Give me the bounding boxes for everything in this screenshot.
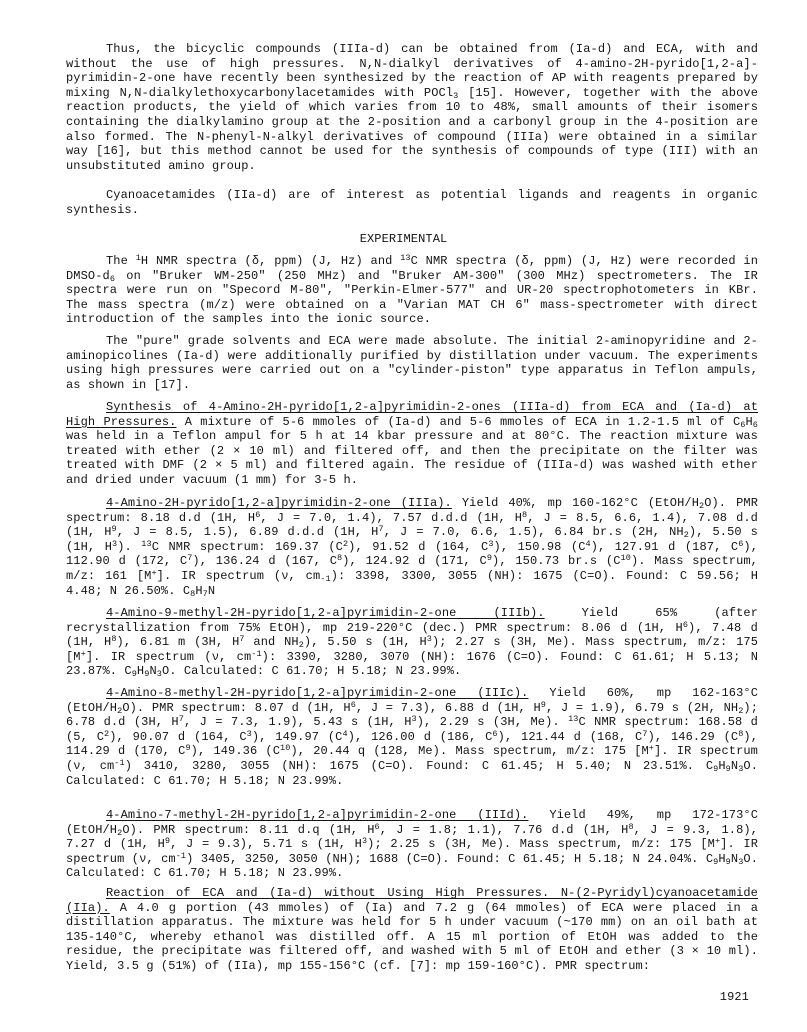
paragraph-compound-IIIa: 4-Amino-2H-pyrido[1,2-a]pyrimidin-2-one (IIIa). Yield 40%, mp 160-162°C $(EtOH/H_2O)$. PMR spectrum: 8.18 d.d (1H, $H^6$, J = 7.0, 1.4), 7.57 d.d.d (1H, $H^8$, J = 8.5, 6.6, 1.4), 7.08 d.d (1H, $H^9$, J = 8.5, 1.5), 6.89 d.d.d (1H, $H^7$, J = 7.0, 6.6, 1.5), 6.84 br.s (2H, $NH_2$), 5.50 s (1H, $H^3$). $^{13}$C NMR spectrum: 169.37 $(C^2)$, 91.52 d (164, $C^3$), 150.98 $(C^4)$, 127.91 d (187, $C^6$), 112.90 d (172, $C^7$), 136.24 d (167, $C^8$), 124.92 d (171, $C^9$), 150.73 br.s $(C^{10})$. Mass spectrum, m/z: 161 [M+]. IR spectrum (ν, $cm_{-1}$): 3398, 3300, 3055 (NH): 1675 (C=O). Found: C 59.56; H 4.48; N 26.50%. $C_8H_7N$ <box>66 496 759 599</box>
subheading-compound-IIIa: 4-Amino-2H-pyrido[1,2-a]pyrimidin-2-one (IIIa). <box>106 496 452 510</box>
paragraph-compound-IIIb: 4-Amino-9-methyl-2H-pyrido[1,2-a]pyrimidin-2-one (IIIb). Yield 65% (after recrystallization from 75% EtOH), mp 219-220°C (dec.) PMR spectrum: 8.06 d (1H, $H^6$), 7.48 d (1H, $H^8$), 6.81 m (3H, $H^7$ and $NH_2$), 5.50 s (1H, $H^3$); 2.27 s (3H, Me). Mass spectrum, m/z: 175 [M+]. IR spectrum (ν, $cm^{-1}$): 3390, 3280, 3070 (NH): 1676 (C=O). Found: C 61.61; H 5.13; N 23.87%. $C_9H_9N_3O$. Calculated: C 61.70; H 5.18; N 23.99%. <box>66 606 759 680</box>
paragraph-cyanoacetamides: Cyanoacetamides (IIa-d) are of interest as potential ligands and reagents in organic synthesis. <box>66 188 758 217</box>
paragraph-synthesis-high-pressure: Synthesis of 4-Amino-2H-pyrido[1,2-a]pyrimidin-2-ones (IIIa-d) from ECA and (Ia-d) at High Pressures. A mixture of 5-6 mmoles of (Ia-d) and 5-6 mmoles of ECA in 1.2-1.5 ml of $C_6H_6$ was held in a Teflon ampul for 5 h at 14 kbar pressure and at 80°C. The reaction mixture was treated with ether (2 × 10 ml) and filtered off, and then the precipitate on the filter was treated with DMF (2 × 5 ml) and filtered again. The residue of (IIIa-d) was washed with ether and dried under vacuum (1 mm) for 3-5 h. <box>66 400 758 487</box>
paragraph-solvents: The "pure" grade solvents and ECA were made absolute. The initial 2-aminopyridine and 2-aminopicolines (Ia-d) were additionally purified by distillation under vacuum. The experiments using high pressures were carried out on a "cylinder-piston" type apparatus in Teflon ampuls, as shown in [17]. <box>66 334 758 392</box>
paragraph-bicyclic-compounds: Thus, the bicyclic compounds (IIIa-d) can be obtained from (Ia-d) and ECA, with and without the use of high pressures. N,N-dialkyl derivatives of 4-amino-2H-pyrido[1,2-a]-pyrimidin-2-one have recently been synthesized by the reaction of AP with reagents prepared by mixing N,N-dialkylethoxycarbonylacetamides with POCl$_3$ [15]. However, together with the above reaction products, the yield of which varies from 10 to 48%, small amounts of their isomers containing the dialkylamino group at the 2-position and a carbonyl group in the 4-position are also formed. The N-phenyl-N-alkyl derivatives of compound (IIIa) were obtained in a similar way [16], but this method cannot be used for the synthesis of compounds of type (III) with an unsubstituted amino group. <box>66 42 758 173</box>
subheading-reaction-without-high-pressure: Reaction of ECA and (Ia-d) without Using High Pressures. N-(2-Pyridyl)cyanoacetamide (IIa). <box>66 886 758 915</box>
section-heading-experimental: EXPERIMENTAL <box>359 232 448 246</box>
subheading-synthesis-high-pressure: Synthesis of 4-Amino-2H-pyrido[1,2-a]pyrimidin-2-ones (IIIa-d) from ECA and (Ia-d) at High Pressures. <box>66 400 758 429</box>
page-number: 1921 <box>719 990 749 1004</box>
subheading-compound-IIIc: 4-Amino-8-methyl-2H-pyrido[1,2-a]pyrimidin-2-one (IIIc). <box>106 686 529 700</box>
paragraph-compound-IIIc: 4-Amino-8-methyl-2H-pyrido[1,2-a]pyrimidin-2-one (IIIc). Yield 60%, mp 162-163°C $(EtOH/H_2O)$. PMR spectrum: 8.07 d (1H, $H^6$, J = 7.3), 6.88 d (1H, $H^9$, J = 1.9), 6.79 s (2H, $NH_2$); 6.78 d.d (3H, $H^7$, J = 7.3, 1.9), 5.43 s (1H, $H^3$), 2.29 s (3H, Me). $^{13}$C NMR spectrum: 168.58 d (5, $C^2$), 90.07 d (164, $C^3$), 149.97 $(C^4)$, 126.00 d (186, $C^6$), 121.44 d (168, $C^7$), 146.29 $(C^8)$, 114.29 d (170, $C^9$), 149.36 $(C^{10})$, 20.44 q (128, Me). Mass spectrum, m/z: 175 [M+]. IR spectrum (ν, $cm^{-1}$) 3410, 3280, 3055 (NH): 1675 (C=O). Found: C 61.45; H 5.40; N 23.51%. $C_9H_9N_3O$. Calculated: C 61.70; H 5.18; N 23.99%. <box>66 686 759 788</box>
paragraph-instruments: The $^1$H NMR spectra (δ, ppm) (J, Hz) and $^{13}$C NMR spectra (δ, ppm) (J, Hz) were recorded in DMSO-$d_6$ on "Bruker WM-250" (250 MHz) and "Bruker AM-300" (300 MHz) spectrometers. The IR spectra were run on "Specord M-80", "Perkin-Elmer-577" and UR-20 spectrophotometers in KBr. The mass spectra (m/z) were obtained on a "Varian MAT CH 6" mass-spectrometer with direct introduction of the samples into the ionic source. <box>66 253 758 327</box>
subheading-compound-IIIb: 4-Amino-9-methyl-2H-pyrido[1,2-a]pyrimidin-2-one (IIIb). <box>106 606 545 620</box>
paragraph-compound-IIId: 4-Amino-7-methyl-2H-pyrido[1,2-a]pyrimidin-2-one (IIId). Yield 49%, mp 172-173°C $(EtOH/H_2O)$. PMR spectrum: 8.11 d.q (1H, $H^6$, J = 1.8; 1.1), 7.76 d.d (1H, $H^8$, J = 9.3, 1.8), 7.27 d (1H, $H^9$, J = 9.3), 5.71 s (1H, $H^3$); 2.25 s (3H, Me). Mass spectrum, m/z: 175 [M+]. IR spectrum (ν, $cm^{-1}$) 3405, 3250, 3050 (NH); 1688 (C=O). Found: C 61.45; H 5.18; N 24.04%. $C_9H_9N_3O$. Calculated: C 61.70; H 5.18; N 23.99%. <box>66 808 758 881</box>
paragraph-reaction-without-high-pressure: Reaction of ECA and (Ia-d) without Using High Pressures. N-(2-Pyridyl)cyanoacetamide (IIa). A 4.0 g portion (43 mmoles) of (Ia) and 7.2 g (64 mmoles) of ECA were placed in a distillation apparatus. The mixture was held for 5 h under vacuum (~170 mm) on an oil bath at 135-140°C, whereby ethanol was distilled off. A 15 ml portion of EtOH was added to the residue, the precipitate was filtered off, and washed with 5 ml of EtOH and ether (3 × 10 ml). Yield, 3.5 g (51%) of (IIa), mp 155-156°C (cf. [7]: mp 159-160°C). PMR spectrum: <box>66 886 758 973</box>
subheading-compound-IIId: 4-Amino-7-methyl-2H-pyrido[1,2-a]pyrimidin-2-one (IIId). <box>106 808 529 822</box>
